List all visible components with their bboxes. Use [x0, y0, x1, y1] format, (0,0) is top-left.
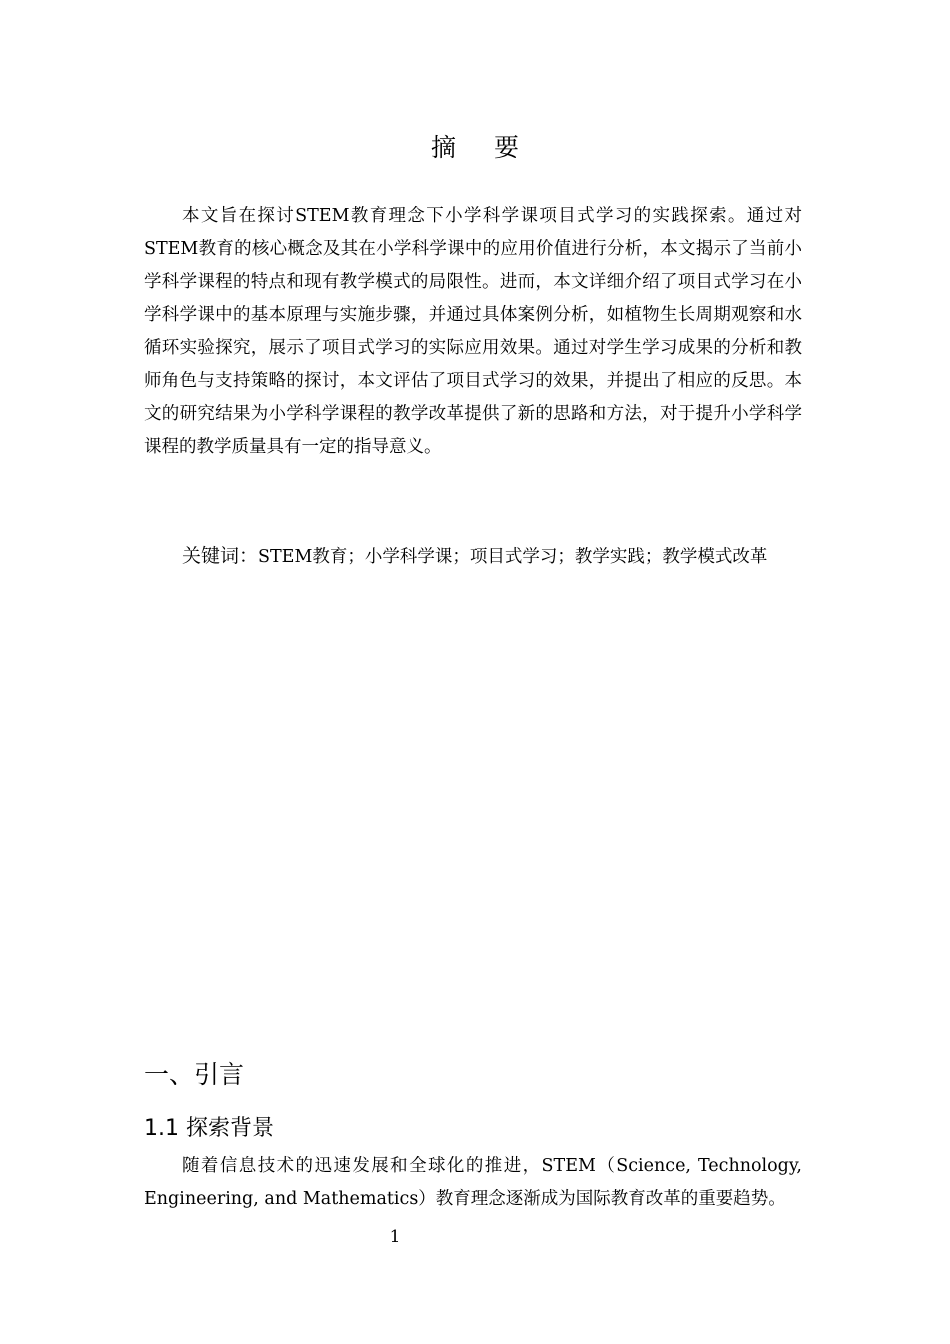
abstract-body: 本文旨在探讨STEM教育理念下小学科学课项目式学习的实践探索。通过对STEM教育的核心概念及其在小学科学课中的应用价值进行分析，本文揭示了当前小学科学课程的特点和现有教学模式的局限性。进而，本文详细介绍了项目式学习在小学科学课中的基本原理与实施步骤，并通过具体案例分析，如植物生长周期观察和水循环实验探究，展示了项目式学习的实际应用效果。通过对学生学习成果的分析和教师角色与支持策略的探讨，本文评估了项目式学习的效果，并提出了相应的反思。本文的研究结果为小学科学课程的教学改革提供了新的思路和方法，对于提升小学科学课程的教学质量具有一定的指导意义。 — [144, 206, 802, 457]
abstract-title — [0, 128, 950, 164]
introduction-paragraph: 随着信息技术的迅速发展和全球化的推进，STEM（Science, Technology, Engineering, and Mathematics）教育理念逐渐成为国际教育改革的重要趋势。 — [144, 1156, 802, 1209]
keywords-value: STEM教育；小学科学课；项目式学习；教学实践；教学模式改革 — [258, 547, 768, 567]
abstract-title-char-1: 摘 — [430, 133, 456, 162]
subsection-heading-background: 1.1 探索背景 — [144, 1116, 274, 1141]
section-heading-introduction: 一、引言 — [144, 1060, 245, 1089]
page-number: 1 — [389, 1227, 401, 1247]
keywords — [144, 540, 814, 574]
abstract-title-char-2: 要 — [494, 133, 520, 162]
keywords-label: 关键词： — [182, 545, 259, 567]
